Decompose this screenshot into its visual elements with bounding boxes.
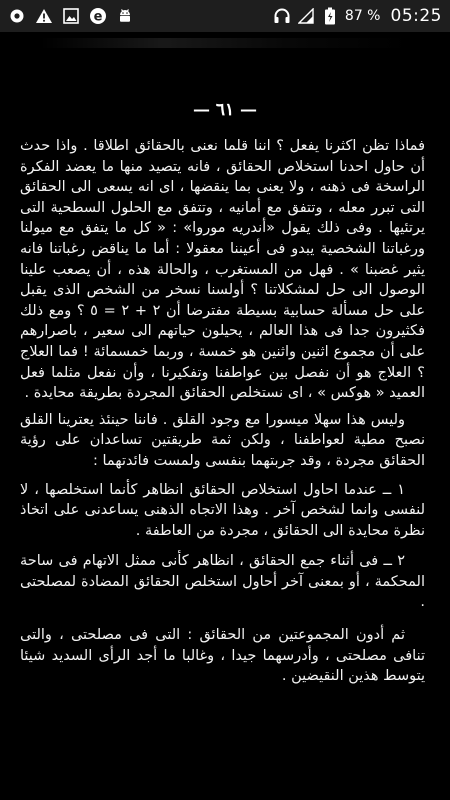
book-page[interactable] <box>0 32 450 800</box>
signal-icon <box>297 7 315 25</box>
android-icon <box>116 7 134 25</box>
page-header-shadow <box>40 38 410 48</box>
headphones-icon <box>273 7 291 25</box>
page-number: — ٦١ — <box>192 100 258 120</box>
paragraph-5: ثم أدون المجموعتين من الحقائق : التى فى مصلحتى ، والتى تنافى مصلحتى ، وأدرسهما جيدا ، وغالبا ما أجد الرأى السديد شيئا يتوسط هذين النقيضين . <box>20 627 425 685</box>
system-icons <box>273 6 442 26</box>
clock: 05:25 <box>390 6 442 26</box>
image-icon <box>62 7 80 25</box>
paragraph-4: ٢ ــ فى أثناء جمع الحقائق ، انظاهر كأنى ممثل الاتهام فى ساحة المحكمة ، أو بمعنى آخر أحاول استخلص الحقائق المضادة لمصلحتى . <box>20 553 425 611</box>
page-text <box>20 136 425 687</box>
paragraph-1: فماذا تظن اكثرنا يفعل ؟ اننا قلما نعنى بالحقائق اطلاقا . واذا حدث أن حاول احدنا استخلاص الحقائق ، فانه يتصيد منها ما يعضد الفكرة الراسخة فى ذهنه ، ولا يعنى بما ينقضها ، اى انه يسعى الى الحقائق التى تبرر معله ، وتتفق مع أمانيه ، وتتفق مع الحلول السطحية التى يرتئيها . وفى ذلك يقول «أندريه موروا» : « كل ما يتفق مع ميولنا ورغباتنا الشخصية يبدو فى أعيننا معقولا : أما ما يناقض رغباتنا فانه يثير غضبنا » . فهل من المستغرب ، والحالة هذه ، أن يصعب علينا الوصول الى حل لمشكلاتنا ؟ أولسنا نسخر من الشخص الذى يقبل على حل مسألة حسابية بسيطة مفترضا أن ٢ + ٢ = ٥ ؟ ومع ذلك فكثيرون جدا فى هذا العالم ، يحيلون حياتهم الى سعير ، باصرارهم على أن مجموع اثنين واثنين هو خمسة ، وربما خمسمائة ! فما العلاج ؟ العلاج هو أن نفصل بين عواطفنا وتفكيرنا ، وأن نفعل مثلما فعل العميد « هوكس » ، اى نستخلص الحقائق المجردة بطريقة محايدة . <box>20 138 426 402</box>
browser-icon <box>89 7 107 25</box>
warning-icon <box>35 7 53 25</box>
svg-text:e: e <box>93 9 103 25</box>
battery-icon <box>321 7 339 25</box>
notification-icons <box>8 7 134 25</box>
paragraph-2: وليس هذا سهلا ميسورا مع وجود القلق . فاننا حينئذ يعترينا القلق نصبح مطية لعواطفنا ، ولكن ثمة طريقتين تساعدان على رؤية الحقائق مجردة ، وقد جربتهما بنفسى ولمست فائدتهما : <box>20 411 425 469</box>
status-bar <box>0 0 450 32</box>
settings-icon <box>8 7 26 25</box>
paragraph-3: ١ ــ عندما احاول استخلاص الحقائق انظاهر كأنما استخلصها ، لا لنفسى وانما لشخص آخر . وهذا الاتجاه الذهنى يساعدنى على اتخاذ نظرة محايدة الى الحقائق ، مجردة من العاطفة . <box>20 481 425 539</box>
battery-percentage: 87 % <box>344 8 381 24</box>
